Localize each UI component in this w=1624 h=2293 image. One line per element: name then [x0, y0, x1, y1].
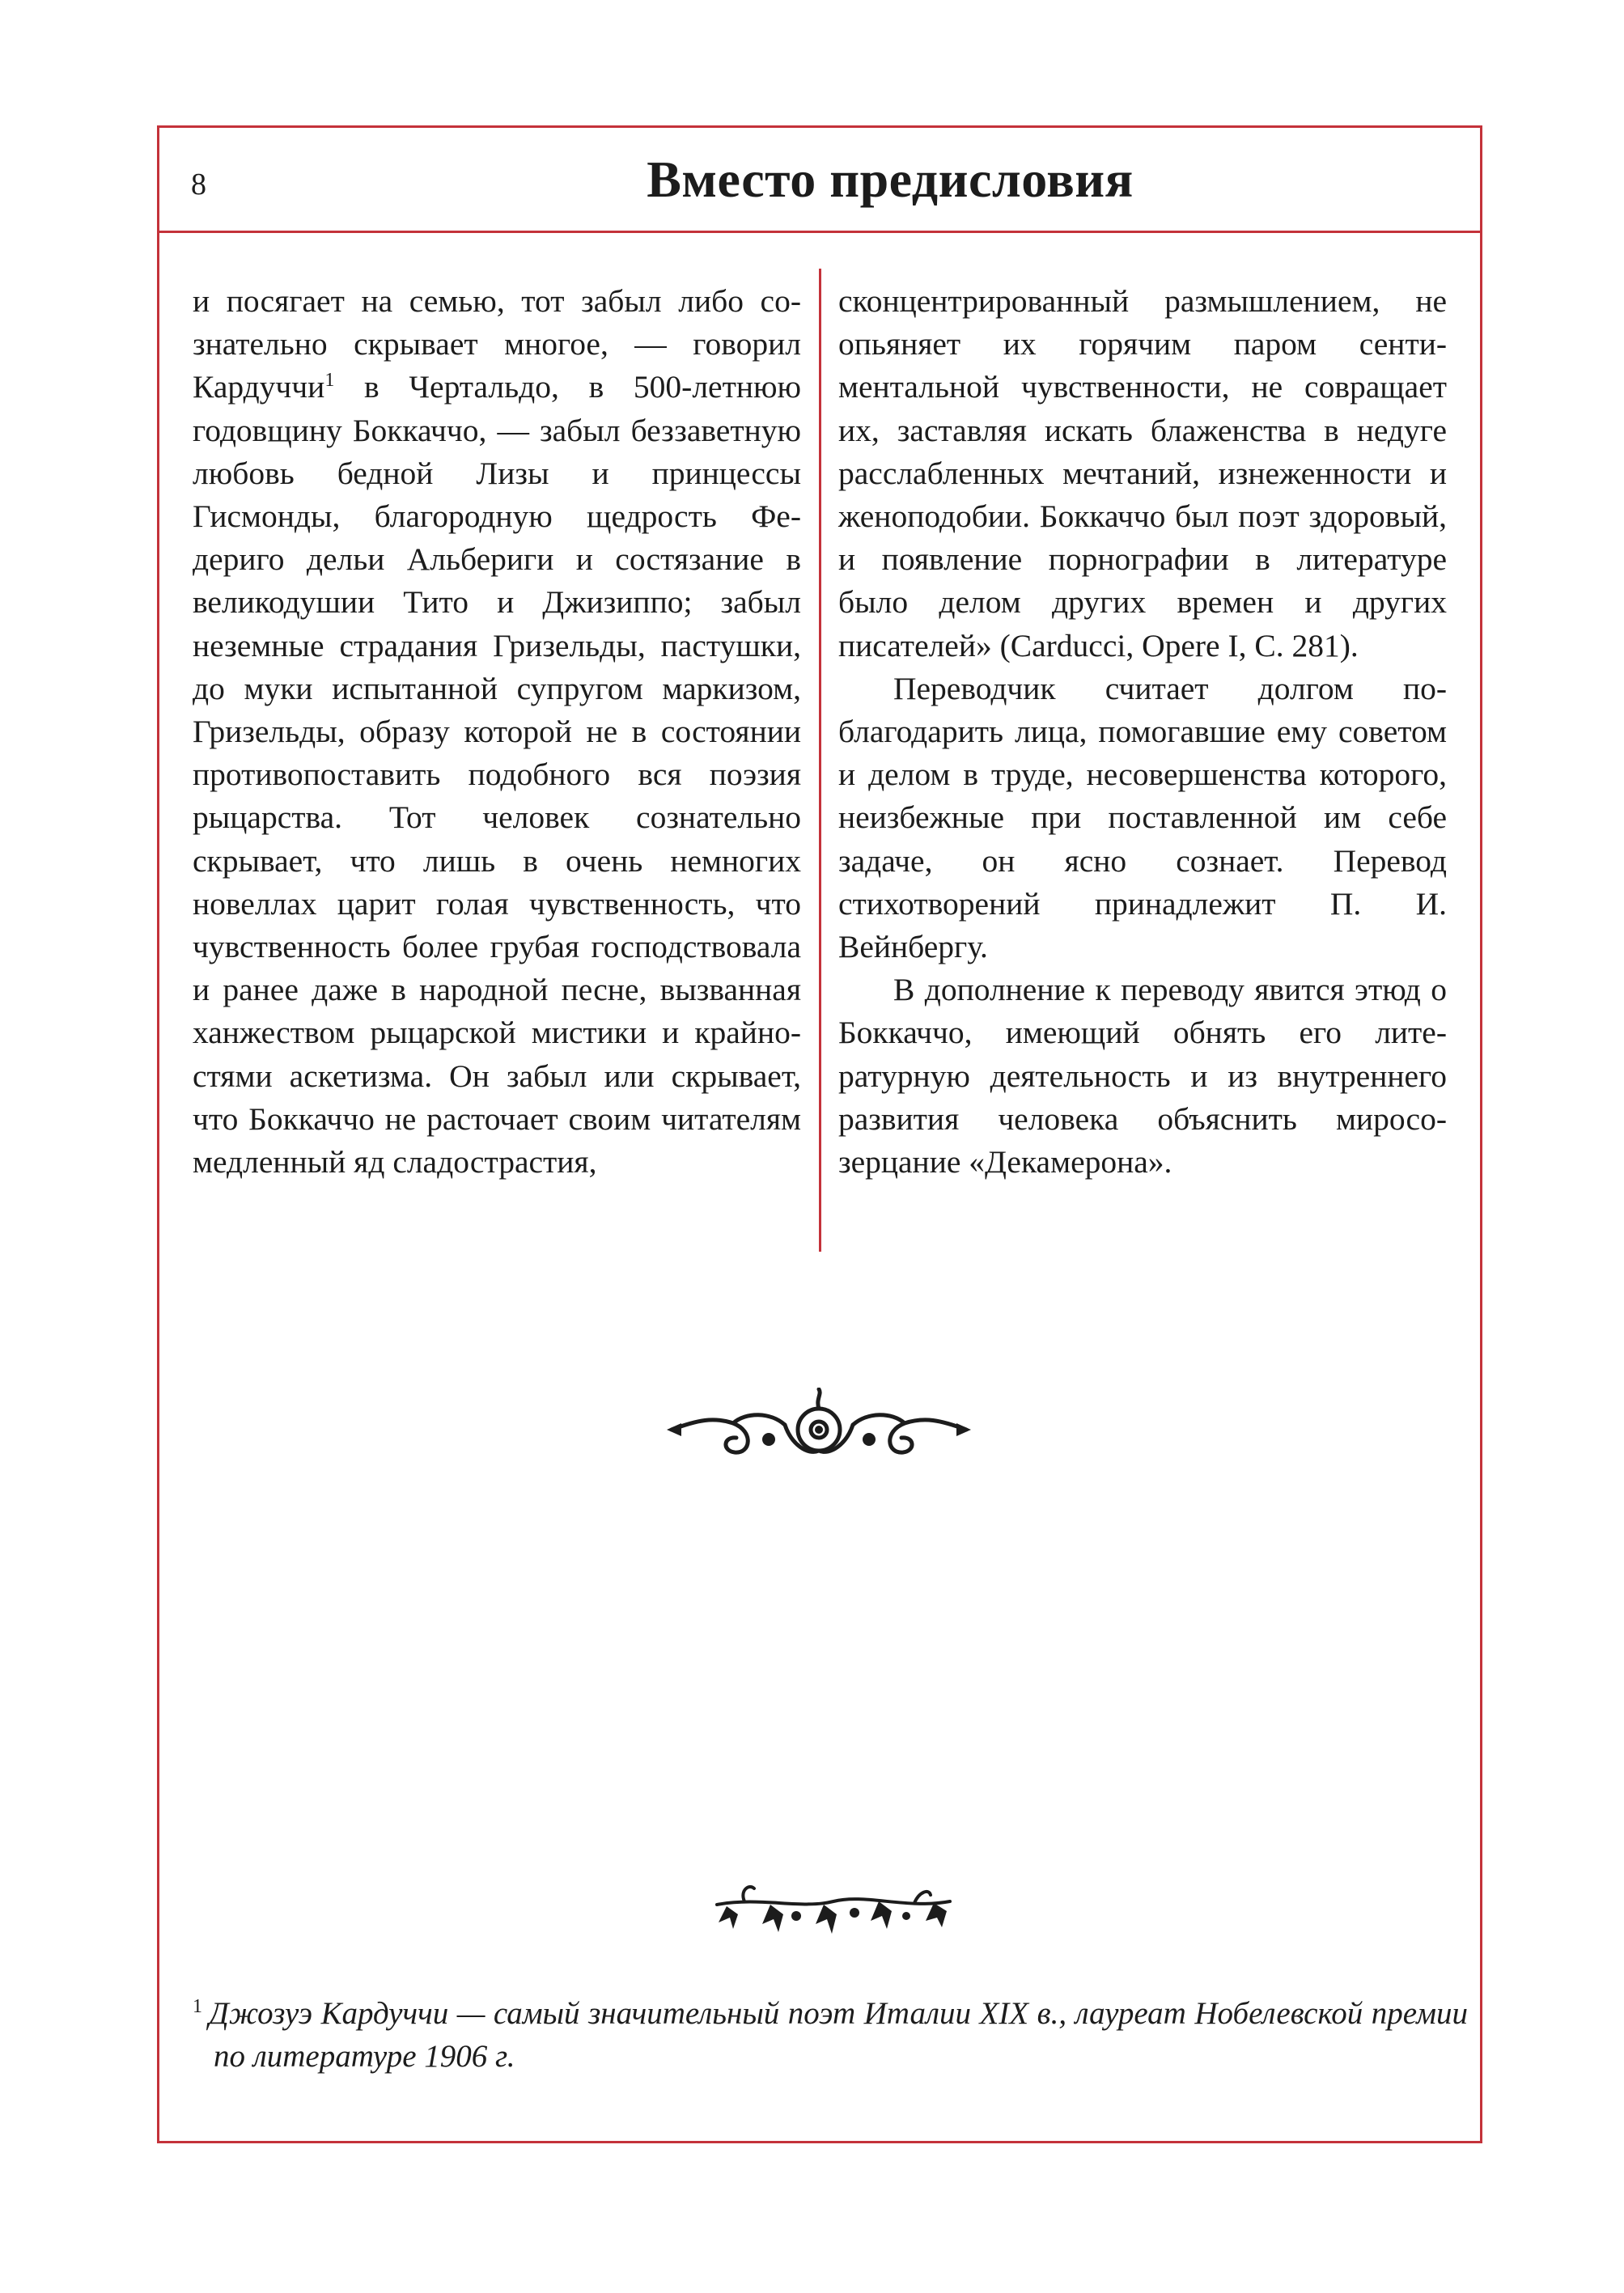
vine-ornament-icon	[712, 1877, 955, 1942]
footnote-marker[interactable]: 1	[324, 370, 335, 392]
column-divider	[819, 269, 821, 1252]
right-paragraph-2: Переводчик считает долгом поблагодарить лица, помогавшие ему советом и делом в труде, несовершенства которого, неизбежные при поставленной им себе задаче, он ясно сознает. Перевод стихотворений принадлежит П. И. Вейнбергу.	[838, 670, 1447, 965]
left-text-part1: и посягает на семью, тот забыл либо сознательно скрывает многое, — говорил Кардуччи	[193, 283, 801, 405]
footnote	[193, 1992, 1468, 2078]
running-head: Вместо предисловия	[647, 150, 1134, 208]
footnote-number: 1	[193, 1996, 202, 2017]
footnote-text: Джозуэ Кардуччи — самый значительный поэт Италии XIX в., лауреат Нобелевской премии по литературе 1906 г.	[209, 1996, 1468, 2074]
right-column	[838, 280, 1447, 1184]
right-paragraph-3: В дополнение к переводу явится этюд о Боккаччо, имеющий обнять его литературную деятельность и из внутреннего развития человека объяснить миросозерцание «Декамерона».	[838, 972, 1447, 1180]
left-column	[193, 280, 801, 1184]
left-text-part2: в Чертальдо, в 500-летнюю годовщину Боккаччо, — забыл беззаветную любовь бедной Лизы и принцессы Гисмонды, благородную щедрость Федериго дельи Альбериги и состязание в великодушии Тито и Джизиппо; забыл неземные страдания Гризельды, пастушки, до муки испытанной супругом маркизом, Гризельды, образу которой не в состоянии противопоставить подобного вся поэзия рыцарства. Тот человек сознательно скрывает, что лишь в очень немногих новеллах царит голая чувственность, что чувственность более грубая господствовала и ранее даже в народной песне, вызванная ханжеством рыцарской мистики и крайностями аскетизма. Он забыл или скрывает, что Боккаччо не расточает своим читателям медленный яд сладострастия,	[193, 369, 801, 1180]
left-column-paragraph	[193, 280, 801, 1184]
header-rule	[157, 231, 1482, 233]
page-number: 8	[191, 167, 206, 201]
right-paragraph-1: сконцентрированный размышлением, не опьяняет их горячим паром сентиментальной чувственности, не совращает их, заставляя искать блаженства в недуге расслабленных мечтаний, изнеженности и женоподобии. Боккаччо был поэт здоровый, и появление порнографии в литературе было делом других времен и других писателей» (Carducci, Opere I, C. 281).	[838, 283, 1447, 663]
scroll-ornament-icon	[665, 1388, 973, 1469]
